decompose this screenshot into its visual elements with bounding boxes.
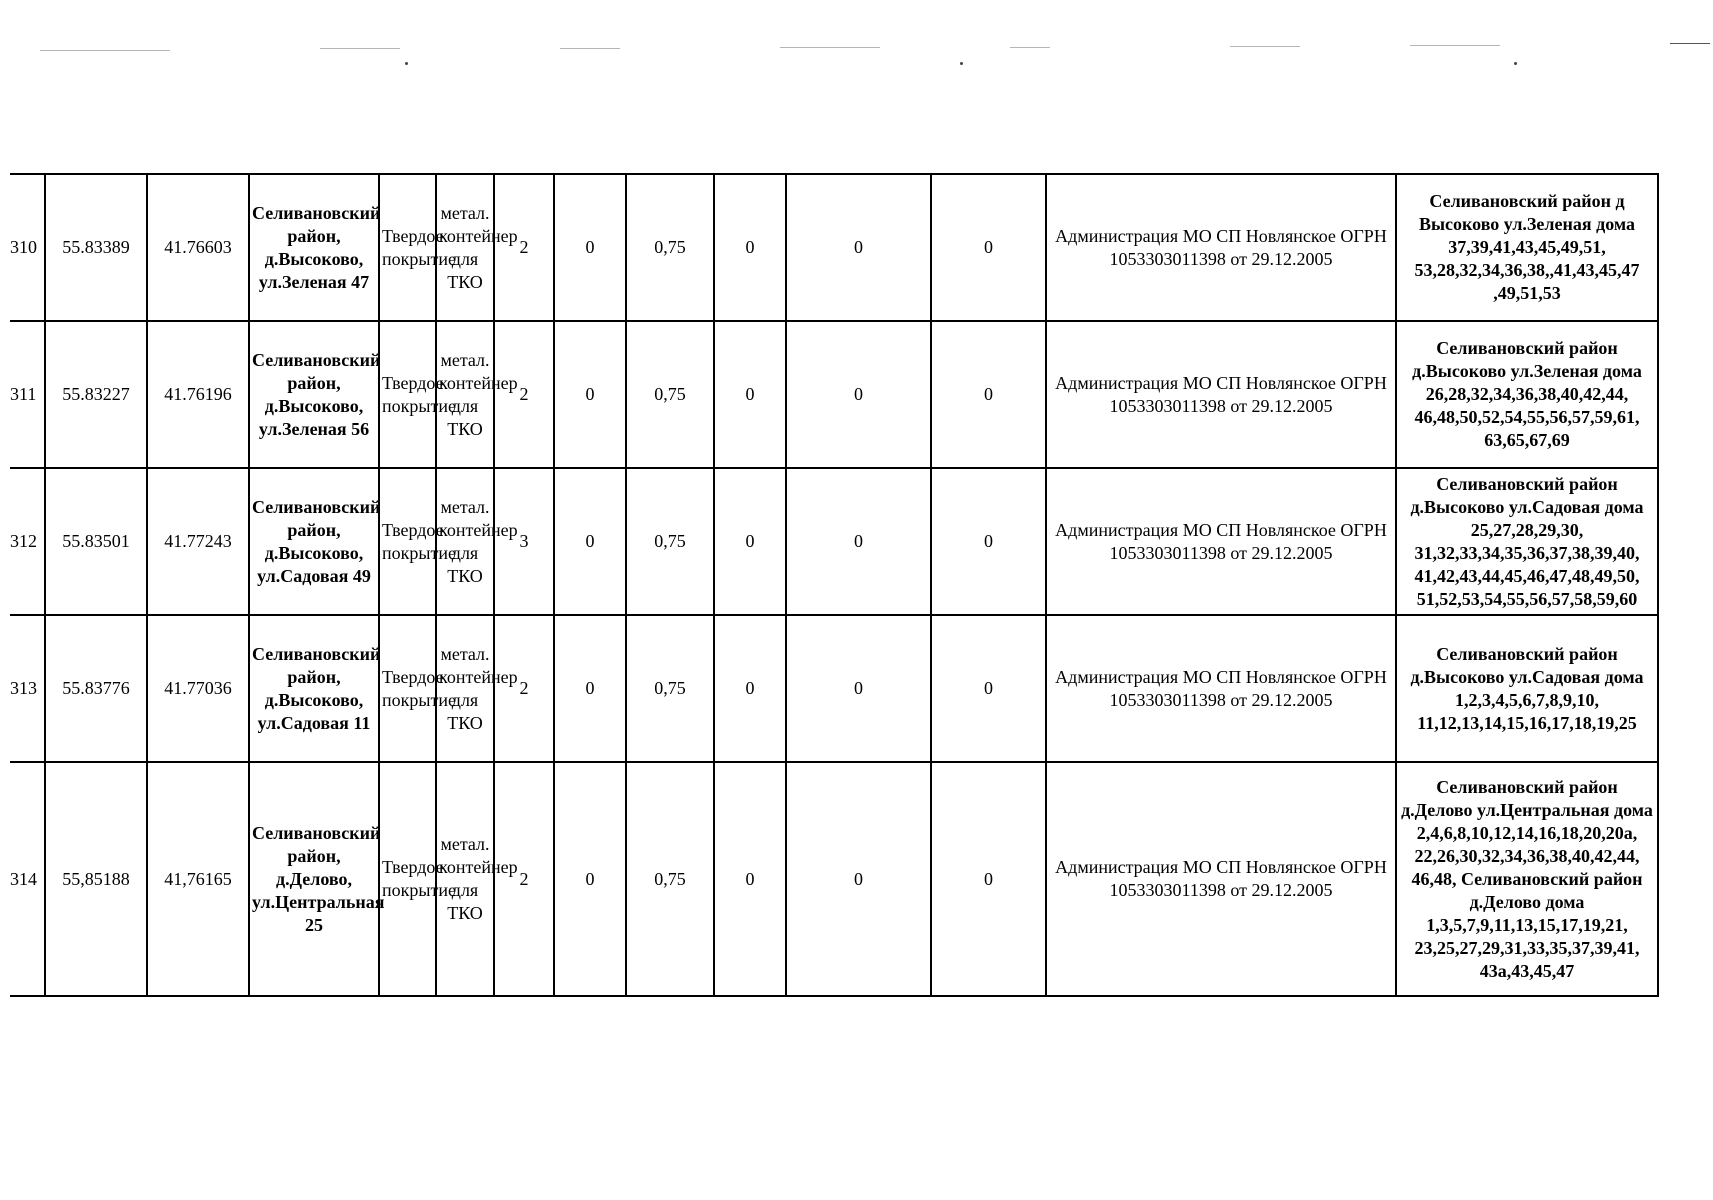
scan-artifact <box>1010 47 1050 48</box>
container-count: 3 <box>494 468 554 615</box>
site-address: Селивановский район, д.Высоково, ул.Зеленая 47 <box>249 174 379 321</box>
value-cell: 0 <box>554 468 626 615</box>
container-volume: 0,75 <box>626 615 714 762</box>
surface-type: Твердое покрытие <box>379 762 436 996</box>
waste-site-registry-table <box>10 173 1659 997</box>
value-cell: 0 <box>786 321 931 468</box>
latitude: 55.83227 <box>45 321 147 468</box>
scan-speck <box>405 62 408 65</box>
longitude: 41.76196 <box>147 321 249 468</box>
row-number: 310 <box>10 174 45 321</box>
value-cell: 0 <box>714 174 786 321</box>
scan-artifact <box>1230 46 1300 47</box>
value-cell: 0 <box>786 468 931 615</box>
surface-type: Твердое покрытие <box>379 615 436 762</box>
row-number: 313 <box>10 615 45 762</box>
value-cell: 0 <box>786 615 931 762</box>
container-count: 2 <box>494 615 554 762</box>
served-addresses: Селивановский район д.Делово ул.Центральная дома 2,4,6,8,10,12,14,16,18,20,20а, 22,26,30,32,34,36,38,40,42,44, 46,48, Селивановский район д.Делово дома 1,3,5,7,9,11,13,15,17,19,21, 23,25,27,29,31,33,35,37,39,41, 43а,43,45,47 <box>1396 762 1658 996</box>
owner-info: Администрация МО СП Новлянское ОГРН 1053303011398 от 29.12.2005 <box>1046 174 1396 321</box>
served-addresses: Селивановский район д.Высоково ул.Садовая дома 1,2,3,4,5,6,7,8,9,10, 11,12,13,14,15,16,17,18,19,25 <box>1396 615 1658 762</box>
scan-artifact <box>1410 45 1500 46</box>
container-type: метал. контейнер для ТКО <box>436 762 494 996</box>
surface-type: Твердое покрытие <box>379 321 436 468</box>
latitude: 55,85188 <box>45 762 147 996</box>
value-cell: 0 <box>714 615 786 762</box>
latitude: 55.83501 <box>45 468 147 615</box>
value-cell: 0 <box>931 762 1046 996</box>
container-count: 2 <box>494 174 554 321</box>
owner-info: Администрация МО СП Новлянское ОГРН 1053303011398 от 29.12.2005 <box>1046 615 1396 762</box>
longitude: 41.77243 <box>147 468 249 615</box>
site-address: Селивановский район, д.Делово, ул.Центральная 25 <box>249 762 379 996</box>
value-cell: 0 <box>554 615 626 762</box>
owner-info: Администрация МО СП Новлянское ОГРН 1053303011398 от 29.12.2005 <box>1046 762 1396 996</box>
served-addresses: Селивановский район д Высоково ул.Зеленая дома 37,39,41,43,45,49,51, 53,28,32,34,36,38,,41,43,45,47 ,49,51,53 <box>1396 174 1658 321</box>
value-cell: 0 <box>931 468 1046 615</box>
value-cell: 0 <box>931 174 1046 321</box>
table-row <box>10 762 1658 996</box>
served-addresses: Селивановский район д.Высоково ул.Садовая дома 25,27,28,29,30, 31,32,33,34,35,36,37,38,39,40, 41,42,43,44,45,46,47,48,49,50, 51,52,53,54,55,56,57,58,59,60 <box>1396 468 1658 615</box>
value-cell: 0 <box>554 174 626 321</box>
table-row <box>10 321 1658 468</box>
value-cell: 0 <box>931 321 1046 468</box>
container-count: 2 <box>494 762 554 996</box>
value-cell: 0 <box>786 762 931 996</box>
container-volume: 0,75 <box>626 321 714 468</box>
container-type: метал. контейнер для ТКО <box>436 615 494 762</box>
owner-info: Администрация МО СП Новлянское ОГРН 1053303011398 от 29.12.2005 <box>1046 468 1396 615</box>
container-volume: 0,75 <box>626 762 714 996</box>
value-cell: 0 <box>714 321 786 468</box>
table-row <box>10 615 1658 762</box>
container-volume: 0,75 <box>626 468 714 615</box>
longitude: 41.77036 <box>147 615 249 762</box>
surface-type: Твердое покрытие <box>379 174 436 321</box>
value-cell: 0 <box>554 321 626 468</box>
surface-type: Твердое покрытие <box>379 468 436 615</box>
value-cell: 0 <box>786 174 931 321</box>
scan-artifact <box>320 48 400 49</box>
container-type: метал. контейнер для ТКО <box>436 174 494 321</box>
longitude: 41.76603 <box>147 174 249 321</box>
latitude: 55.83776 <box>45 615 147 762</box>
container-count: 2 <box>494 321 554 468</box>
site-address: Селивановский район, д.Высоково, ул.Садовая 11 <box>249 615 379 762</box>
value-cell: 0 <box>714 762 786 996</box>
scan-artifact <box>1670 43 1710 44</box>
row-number: 311 <box>10 321 45 468</box>
site-address: Селивановский район, д.Высоково, ул.Садовая 49 <box>249 468 379 615</box>
scan-artifact <box>780 47 880 48</box>
served-addresses: Селивановский район д.Высоково ул.Зеленая дома 26,28,32,34,36,38,40,42,44, 46,48,50,52,54,55,56,57,59,61, 63,65,67,69 <box>1396 321 1658 468</box>
owner-info: Администрация МО СП Новлянское ОГРН 1053303011398 от 29.12.2005 <box>1046 321 1396 468</box>
table-row <box>10 174 1658 321</box>
scan-speck <box>960 62 963 65</box>
value-cell: 0 <box>554 762 626 996</box>
row-number: 312 <box>10 468 45 615</box>
row-number: 314 <box>10 762 45 996</box>
container-volume: 0,75 <box>626 174 714 321</box>
longitude: 41,76165 <box>147 762 249 996</box>
latitude: 55.83389 <box>45 174 147 321</box>
scan-speck <box>1514 62 1517 65</box>
container-type: метал. контейнер для ТКО <box>436 321 494 468</box>
scan-artifact <box>40 50 170 51</box>
scan-artifact <box>560 48 620 49</box>
site-address: Селивановский район, д.Высоково, ул.Зеленая 56 <box>249 321 379 468</box>
table-row <box>10 468 1658 615</box>
value-cell: 0 <box>714 468 786 615</box>
container-type: метал. контейнер для ТКО <box>436 468 494 615</box>
value-cell: 0 <box>931 615 1046 762</box>
